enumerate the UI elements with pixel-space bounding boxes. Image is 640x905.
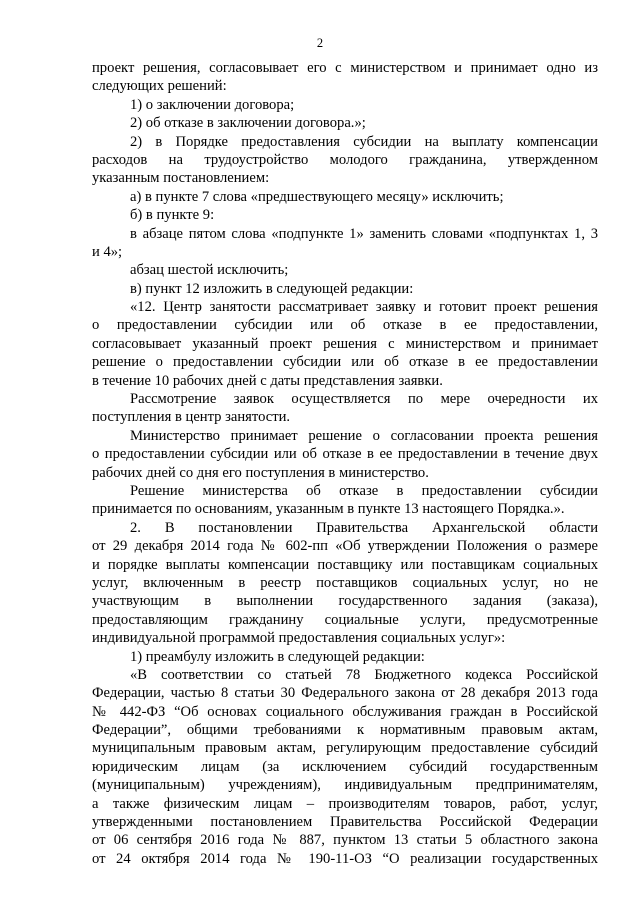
text-line: «В соответствии со статьей 78 Бюджетного кодекса Российской: [130, 666, 598, 683]
text-line: а также физическим лицам – производителям товаров, работ, услуг,: [92, 795, 598, 812]
text-line: муниципальным правовым актам, регулирующим предоставление субсидий: [92, 740, 598, 757]
text-line: принимается по основаниям, указанным в пункте 13 настоящего Порядка.».: [92, 501, 565, 518]
text-line: а) в пункте 7 слова «предшествующего месяцу» исключить;: [130, 188, 504, 205]
text-line: 1) о заключении договора;: [130, 96, 295, 113]
text-line: от 06 сентября 2016 года № 887, пунктом 13 статьи 5 областного закона: [92, 832, 598, 849]
page-number: 2: [316, 36, 324, 50]
text-line: услуг, включенным в реестр поставщиков социальных услуг, но не: [92, 574, 598, 591]
text-line: о предоставлении субсидии или об отказе в ее предоставлении в течение двух: [92, 446, 598, 463]
text-line: в течение 10 рабочих дней с даты представления заявки.: [92, 372, 443, 389]
text-line: 2. В постановлении Правительства Архангельской области: [130, 519, 598, 536]
text-line: № 442-ФЗ “Об основах социального обслуживания граждан в Российской: [92, 703, 598, 720]
text-line: участвующим в выполнении государственного задания (заказа),: [92, 593, 598, 610]
text-line: о предоставлении субсидии или об отказе в ее предоставлении,: [92, 317, 598, 334]
text-line: следующих решений:: [92, 78, 227, 95]
text-line: утвержденными постановлением Правительства Российской Федерации: [92, 814, 598, 831]
text-line: проект решения, согласовывает его с министерством и принимает одно из: [92, 60, 598, 76]
text-line: Министерство принимает решение о согласовании проекта решения: [130, 427, 598, 444]
text-line: и 4»;: [92, 243, 123, 260]
text-line: Федерации, частью 8 статьи 30 Федерального закона от 28 декабря 2013 года: [92, 685, 598, 702]
text-line: решение о предоставлении субсидии или об отказе в ее предоставлении: [92, 354, 598, 371]
text-line: согласовывает указанный проект решения с министерством и принимает: [92, 335, 598, 352]
text-line: указанным постановлением:: [92, 170, 270, 187]
text-line: от 24 октября 2014 года № 190-11-ОЗ “О реализации государственных: [92, 850, 598, 867]
text-line: б) в пункте 9:: [130, 207, 215, 224]
text-line: и порядке выплаты компенсации поставщику или поставщикам социальных: [92, 556, 598, 573]
text-line: Федерации”, общими требованиями к нормативным правовым актам,: [92, 722, 598, 739]
text-line: абзац шестой исключить;: [130, 262, 289, 279]
text-line: Решение министерства об отказе в предоставлении субсидии: [130, 482, 598, 499]
document-body: [92, 59, 598, 868]
text-line: расходов на трудоустройство молодого гражданина, утвержденном: [92, 151, 598, 168]
text-line: индивидуальной программой предоставления социальных услуг»:: [92, 630, 506, 647]
text-line: рабочих дней со дня его поступления в министерство.: [92, 464, 429, 481]
text-line: в абзаце пятом слова «подпункте 1» заменить словами «подпунктах 1, 3: [130, 225, 598, 242]
text-line: предоставляющим гражданину социальные услуги, предусмотренные: [92, 611, 598, 628]
text-line: (муниципальным) учреждениям), индивидуальным предпринимателям,: [92, 777, 598, 794]
text-line: 2) об отказе в заключении договора.»;: [130, 115, 366, 132]
text-line: от 29 декабря 2014 года № 602-пп «Об утверждении Положения о размере: [92, 538, 598, 555]
text-line: в) пункт 12 изложить в следующей редакции:: [130, 280, 414, 297]
text-line: 2) в Порядке предоставления субсидии на выплату компенсации: [130, 133, 598, 150]
text-line: поступления в центр занятости.: [92, 409, 291, 426]
text-line: 1) преамбулу изложить в следующей редакции:: [130, 648, 425, 665]
text-line: «12. Центр занятости рассматривает заявку и готовит проект решения: [130, 299, 598, 316]
text-line: Рассмотрение заявок осуществляется по мере очередности их: [130, 391, 598, 408]
text-line: юридическим лицам (за исключением субсидий государственным: [92, 758, 598, 775]
